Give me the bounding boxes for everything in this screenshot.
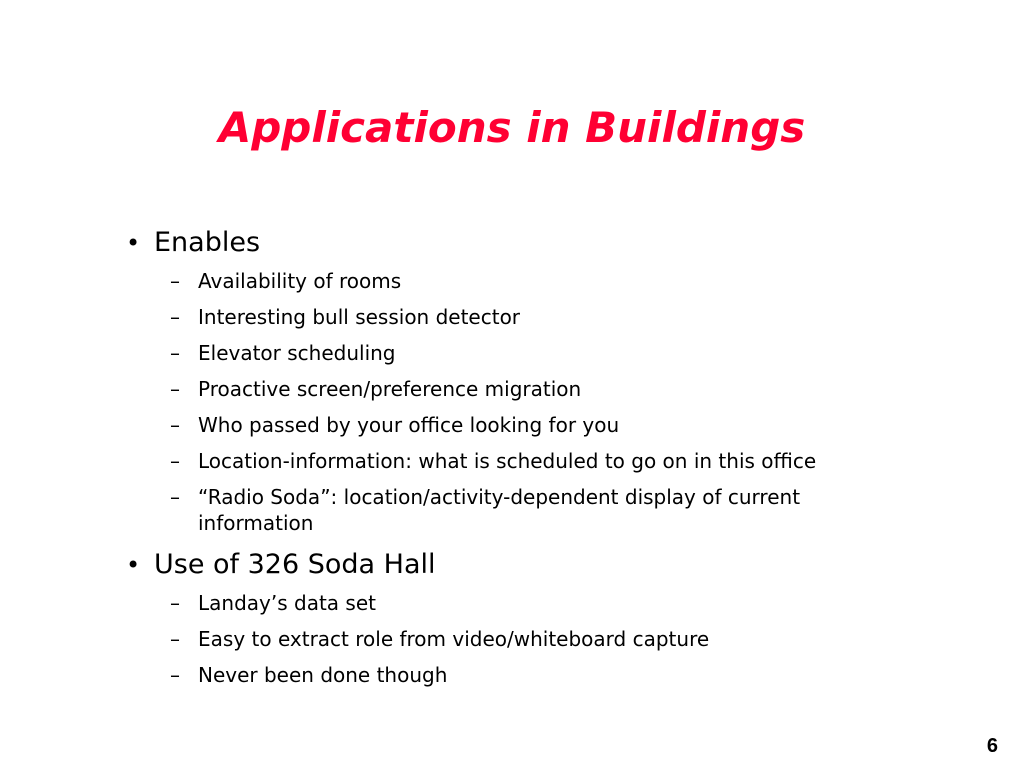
- sub-marker: –: [170, 663, 180, 687]
- sub-marker: –: [170, 413, 180, 437]
- sub-marker: –: [170, 269, 180, 293]
- bullet-text: Enables: [154, 227, 261, 258]
- sub-item-text: “Radio Soda”: location/activity-dependent display of current information: [198, 485, 801, 535]
- sub-marker: –: [170, 377, 180, 401]
- sub-marker: –: [170, 305, 180, 329]
- sub-item-text: Location-information: what is scheduled to go on in this office: [198, 449, 817, 473]
- sub-item-text: Landay’s data set: [198, 591, 376, 615]
- sub-item: [154, 484, 884, 536]
- bullet-marker: •: [126, 229, 141, 257]
- sub-item: [154, 448, 884, 474]
- bullet-text: Use of 326 Soda Hall: [154, 549, 436, 580]
- page-number: 6: [986, 735, 998, 757]
- sub-marker: –: [170, 449, 180, 473]
- sub-item-text: Elevator scheduling: [198, 341, 396, 365]
- sub-item-text: Who passed by your office looking for you: [198, 413, 620, 437]
- sub-item: [154, 340, 884, 366]
- sub-item-text: Proactive screen/preference migration: [198, 377, 582, 401]
- bullet-soda-hall: [124, 546, 884, 688]
- sub-marker: –: [170, 627, 180, 651]
- sub-list-enables: [154, 268, 884, 536]
- slide-title: Applications in Buildings: [218, 103, 806, 152]
- sub-item: [154, 304, 884, 330]
- sub-item: [154, 412, 884, 438]
- bullet-enables: [124, 224, 884, 536]
- sub-item-text: Interesting bull session detector: [198, 305, 521, 329]
- sub-item: [154, 376, 884, 402]
- sub-item-text: Easy to extract role from video/whiteboard capture: [198, 627, 710, 651]
- bullet-marker: •: [126, 551, 141, 579]
- sub-item: [154, 662, 884, 688]
- sub-item: [154, 268, 884, 294]
- sub-marker: –: [170, 341, 180, 365]
- sub-marker: –: [170, 485, 180, 509]
- sub-item-text: Never been done though: [198, 663, 448, 687]
- bullet-list: [124, 224, 884, 698]
- sub-marker: –: [170, 591, 180, 615]
- sub-item: [154, 590, 884, 616]
- sub-list-soda-hall: [154, 590, 884, 688]
- sub-item-text: Availability of rooms: [198, 269, 402, 293]
- sub-item: [154, 626, 884, 652]
